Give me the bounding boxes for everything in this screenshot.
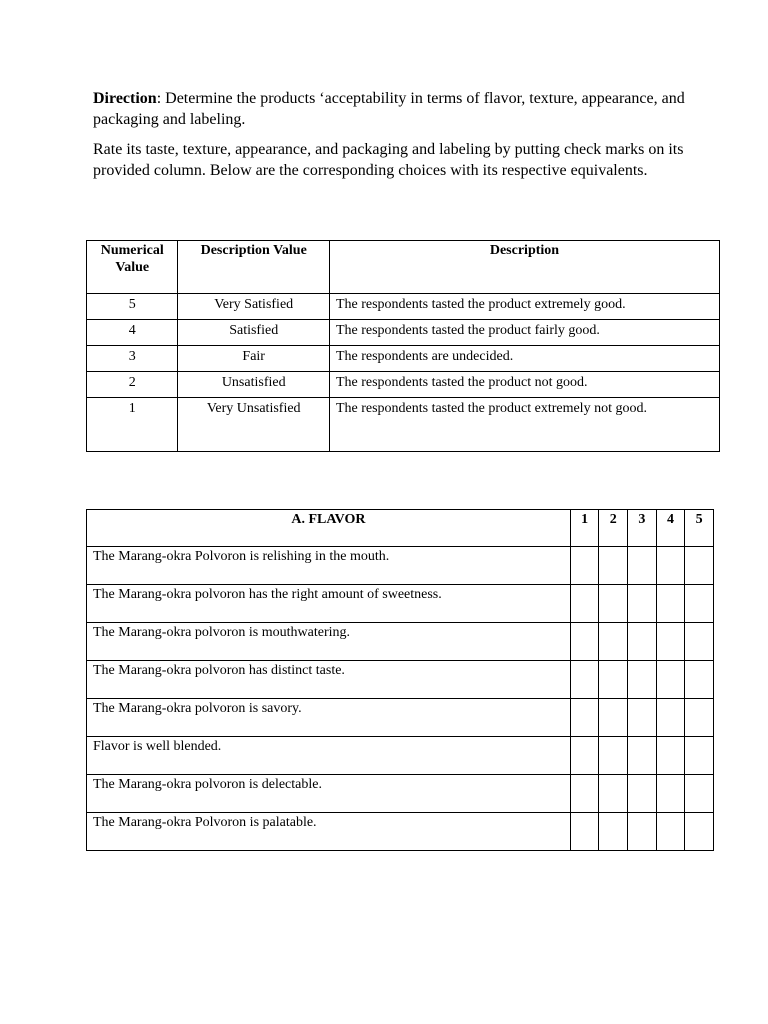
- table-row: [87, 775, 714, 813]
- rating-cell-2[interactable]: [599, 585, 628, 623]
- description-value-cell: Unsatisfied: [178, 372, 329, 398]
- description-cell: The respondents tasted the product extremely not good.: [329, 398, 719, 452]
- numerical-value-cell: 1: [87, 398, 178, 452]
- rating-cell-4[interactable]: [656, 585, 685, 623]
- rating-cell-3[interactable]: [628, 623, 657, 661]
- numerical-value-cell: 5: [87, 294, 178, 320]
- flavor-statement: The Marang-okra Polvoron is relishing in the mouth.: [87, 547, 571, 585]
- rating-cell-2[interactable]: [599, 623, 628, 661]
- flavor-section-title: A. FLAVOR: [87, 510, 571, 547]
- description-value-cell: Very Satisfied: [178, 294, 329, 320]
- rating-cell-1[interactable]: [570, 813, 599, 851]
- rating-cell-2[interactable]: [599, 547, 628, 585]
- flavor-statement: The Marang-okra polvoron is savory.: [87, 699, 571, 737]
- table-row: [87, 737, 714, 775]
- rating-cell-4[interactable]: [656, 661, 685, 699]
- rating-header-2: 2: [599, 510, 628, 547]
- rating-cell-1[interactable]: [570, 699, 599, 737]
- table-row: [87, 623, 714, 661]
- rating-cell-3[interactable]: [628, 661, 657, 699]
- table-row: [87, 699, 714, 737]
- rating-cell-1[interactable]: [570, 737, 599, 775]
- flavor-statement: The Marang-okra polvoron has distinct taste.: [87, 661, 571, 699]
- rating-cell-4[interactable]: [656, 547, 685, 585]
- numerical-value-cell: 4: [87, 320, 178, 346]
- rating-cell-4[interactable]: [656, 699, 685, 737]
- table-row: [87, 547, 714, 585]
- rating-cell-5[interactable]: [685, 623, 714, 661]
- rating-cell-3[interactable]: [628, 813, 657, 851]
- rating-cell-4[interactable]: [656, 623, 685, 661]
- rating-cell-3[interactable]: [628, 737, 657, 775]
- scale-header-row: [87, 241, 720, 294]
- table-row: [87, 398, 720, 452]
- description-value-cell: Fair: [178, 346, 329, 372]
- rating-cell-1[interactable]: [570, 775, 599, 813]
- description-value-cell: Satisfied: [178, 320, 329, 346]
- rating-header-5: 5: [685, 510, 714, 547]
- description-cell: The respondents are undecided.: [329, 346, 719, 372]
- rating-cell-1[interactable]: [570, 661, 599, 699]
- rating-header-4: 4: [656, 510, 685, 547]
- header-description: Description: [329, 241, 719, 294]
- rating-cell-5[interactable]: [685, 737, 714, 775]
- rating-header-1: 1: [570, 510, 599, 547]
- flavor-statement: The Marang-okra Polvoron is palatable.: [87, 813, 571, 851]
- rating-header-3: 3: [628, 510, 657, 547]
- table-row: [87, 372, 720, 398]
- rating-cell-4[interactable]: [656, 737, 685, 775]
- rating-cell-4[interactable]: [656, 775, 685, 813]
- rating-cell-3[interactable]: [628, 547, 657, 585]
- rating-cell-5[interactable]: [685, 661, 714, 699]
- rating-cell-2[interactable]: [599, 661, 628, 699]
- rating-cell-1[interactable]: [570, 547, 599, 585]
- flavor-statement: Flavor is well blended.: [87, 737, 571, 775]
- table-row: [87, 320, 720, 346]
- flavor-statement: The Marang-okra polvoron has the right amount of sweetness.: [87, 585, 571, 623]
- rating-cell-3[interactable]: [628, 585, 657, 623]
- rating-cell-1[interactable]: [570, 585, 599, 623]
- direction-block: [93, 88, 693, 190]
- table-row: [87, 813, 714, 851]
- flavor-statement: The Marang-okra polvoron is mouthwatering.: [87, 623, 571, 661]
- rating-cell-2[interactable]: [599, 775, 628, 813]
- numerical-value-cell: 3: [87, 346, 178, 372]
- direction-label: Direction: [93, 90, 157, 107]
- table-row: [87, 585, 714, 623]
- description-cell: The respondents tasted the product extremely good.: [329, 294, 719, 320]
- rating-cell-2[interactable]: [599, 813, 628, 851]
- flavor-header-row: [87, 510, 714, 547]
- rating-cell-5[interactable]: [685, 699, 714, 737]
- description-value-cell: Very Unsatisfied: [178, 398, 329, 452]
- header-numerical-value: Numerical Value: [87, 241, 178, 294]
- instruction-paragraph: Rate its taste, texture, appearance, and packaging and labeling by putting check marks on its provided column. Below are the corresponding choices with its respective equivalents.: [93, 141, 684, 179]
- direction-text: : Determine the products ‘acceptability in terms of flavor, texture, appearance, and packaging and labeling.: [93, 90, 685, 128]
- rating-cell-5[interactable]: [685, 813, 714, 851]
- rating-cell-1[interactable]: [570, 623, 599, 661]
- rating-cell-4[interactable]: [656, 813, 685, 851]
- rating-cell-2[interactable]: [599, 737, 628, 775]
- numerical-value-cell: 2: [87, 372, 178, 398]
- rating-cell-2[interactable]: [599, 699, 628, 737]
- rating-cell-3[interactable]: [628, 775, 657, 813]
- description-cell: The respondents tasted the product not good.: [329, 372, 719, 398]
- table-row: [87, 661, 714, 699]
- flavor-statement: The Marang-okra polvoron is delectable.: [87, 775, 571, 813]
- rating-cell-5[interactable]: [685, 547, 714, 585]
- rating-scale-table: [86, 240, 720, 452]
- header-description-value: Description Value: [178, 241, 329, 294]
- rating-cell-5[interactable]: [685, 775, 714, 813]
- table-row: [87, 346, 720, 372]
- flavor-rating-table: [86, 509, 714, 851]
- direction-paragraph: [93, 88, 693, 130]
- rating-cell-3[interactable]: [628, 699, 657, 737]
- description-cell: The respondents tasted the product fairly good.: [329, 320, 719, 346]
- table-row: [87, 294, 720, 320]
- rating-cell-5[interactable]: [685, 585, 714, 623]
